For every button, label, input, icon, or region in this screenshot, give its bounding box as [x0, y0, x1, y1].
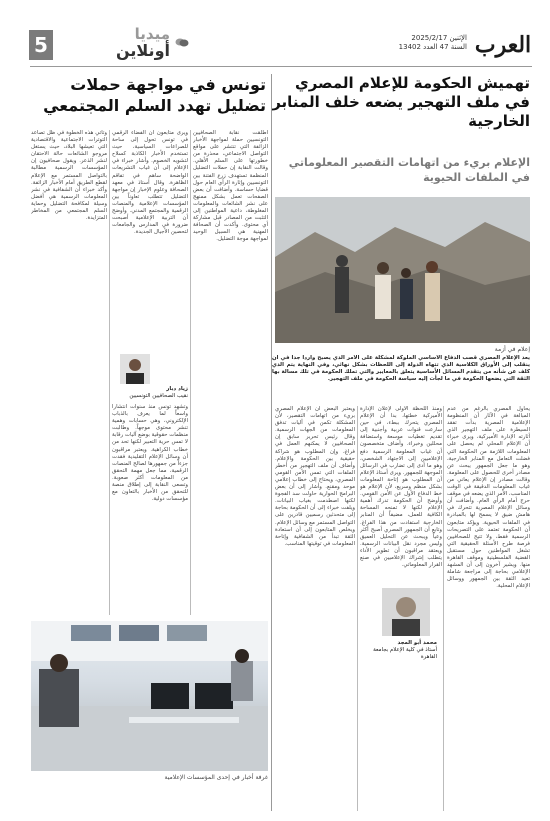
- left-column-4: وتأتي هذه الخطوة في ظل تصاعد التوترات الاجتماعية والاقتصادية التي تعيشها البلاد، حيث يستغل مروجو الشائعات حالة الاحتقان لنشر الذعر. ويقول صحافيون إن المؤسسات الرسمية مطالبة بالتواصل المستمر مع الإعلام لقطع الطريق أمام الأخبار الزائفة. وأكد خبراء أن الشفافية في نشر المعلومات الرسمية هي أفضل وسيلة لمكافحة التضليل وحماية السلم المجتمعي من المخاطر المتزايدة.: [31, 130, 107, 222]
- masthead-logo: العرب: [474, 32, 532, 58]
- right-photo-caption: إعلام في أزمة: [494, 346, 530, 353]
- issue-number: السنة 47 العدد 13402: [398, 43, 467, 51]
- speech-bubble-icon: [175, 38, 189, 48]
- column-rule: [357, 406, 358, 811]
- left-photo-caption: غرفة أخبار في إحدى المؤسسات الإعلامية: [164, 774, 268, 781]
- section-title-line2: أونلاين: [116, 41, 170, 60]
- right-byline-name: محمد أبو المجد: [397, 640, 437, 646]
- section-title-line1: ميديا: [134, 25, 170, 43]
- union-head-portrait: [120, 354, 150, 384]
- right-article-subheadline: الإعلام بريء من اتهامات التقصير المعلوماتي في الملفات الحيوية: [288, 156, 530, 184]
- right-article-headline: تهميش الحكومة للإعلام المصري في ملف التهجير يضعه خلف المنابر الخارجية: [272, 74, 530, 130]
- newsroom-photo: [31, 621, 268, 771]
- protest-photo: [275, 197, 530, 343]
- article-divider: [271, 74, 272, 811]
- columnist-portrait: [382, 588, 430, 636]
- right-byline-role: أستاذ في كلية الإعلام بجامعة القاهرة: [373, 647, 437, 660]
- right-column-1: يحاول المصري بالرغم من عدم المبالغة في الآثار أن المنظومة الإعلامية المصرية بدأت تفقد السيطرة على ملف التهجير الذي أثارته الإدارة الأميركية، ويرى خبراء أن الإعلام المحلي لم يحصل على المعلومات اللازمة من الحكومة التي فضلت التعامل مع المنابر الخارجية، وهو ما جعل الجمهور يبحث عن مصادر أخرى للحصول على المعلومة. وقالت مصادر إن الإعلام يعاني من غياب المعلومات الدقيقة في الوقت المناسب، الأمر الذي يضعه في موقف حرج أمام الرأي العام. وأضافت أن وسائل الإعلام المصرية تتحرك في هامش ضيق لا يسمح لها بالمبادرة في الملفات الحيوية. ويؤكد متابعون أن الحكومة تعتمد على التصريحات الرسمية فقط، ولا تتيح للصحافيين فرصة طرح الأسئلة الحقيقية التي تشغل المواطنين حول مستقبل القضية الفلسطينية وموقف القاهرة منها. ويشير آخرون إلى أن المشهد الإعلامي بحاجة إلى مراجعة شاملة تعيد الثقة بين الجمهور ووسائل الإعلام المحلية.: [447, 406, 530, 590]
- right-column-3: ويعتبر البعض أن الإعلام المصري بريء من اتهامات التقصير، لأن المشكلة تكمن في آليات تدفق المعلومات من الجهات الرسمية. وقال رئيس تحرير سابق إن الصحافيين لا يمكنهم العمل في فراغ، وإن المطلوب هو شراكة حقيقية بين الحكومة والإعلام. وأضاف أن ملف التهجير من أخطر الملفات التي تمس الأمن القومي المصري، ويحتاج إلى خطاب إعلامي موحد ومقنع. وأشار إلى أن بعض البرامج الحوارية حاولت سد الفجوة لكنها اصطدمت بغياب البيانات. ويلفت خبراء إلى أن الحكومة بحاجة إلى متحدثين رسميين قادرين على التواصل المستمر مع وسائل الإعلام. ويخلص المتابعون إلى أن استعادة الثقة تبدأ من الشفافية وإتاحة المعلومات في توقيتها المناسب.: [275, 406, 355, 547]
- header-rule: [30, 66, 532, 67]
- left-column-2: ويرى متابعون أن الفضاء الرقمي في تونس تحول إلى ساحة للصراعات السياسية، حيث تستخدم الأخبار الكاذبة كسلاح لتشويه الخصوم. وأشار خبراء في الإعلام إلى أن غياب التشريعات الواضحة ساهم في تفاقم الظاهرة. وقال أستاذ في معهد الصحافة وعلوم الإخبار إن مواجهة التضليل تتطلب تعاوناً بين المؤسسات الإعلامية والمنصات الرقمية والمجتمع المدني. وأوضح أن التربية الإعلامية أصبحت ضرورة في المدارس والجامعات لتحصين الأجيال الجديدة.: [112, 130, 188, 236]
- section-title: [60, 26, 170, 60]
- newsroom-scene: [31, 621, 268, 771]
- issue-date: الإثنين 2025/2/17: [411, 34, 467, 42]
- rubble-scene: [275, 197, 530, 343]
- column-rule: [443, 406, 444, 811]
- column-rule: [109, 130, 110, 615]
- right-article-lead: يعد الإعلام المصري قصب الدفاع الأساسي الملوكة لمشكلة على الأمر الذي يصبح وارداً جداً في أن ينقلب إلى الأوراق الكلاسية الذي تتهاه الدولة إلى اللحظات بشكل نهائي، وفي النهاية يتم الذي كلف عن شأنه من يتقدم المسائل الأساسية يتعلق بالمعايير والتي تملك الحكومة في تلك مسالة بها الثقة التي يضعها الحكومة في ما لجأت إليه سياسة الحكومة في ملف التهجير.: [272, 355, 530, 383]
- left-column-1: أطلقت نقابة الصحافيين التونسيين حملة لمواجهة الأخبار الزائفة التي تنتشر على مواقع التواصل الاجتماعي، محذرة من خطورتها على السلم الأهلي. وقالت النقابة إن حملات التضليل المنظمة تستهدف زرع الفتنة بين التونسيين وإثارة الرأي العام حول قضايا حساسة. وأضافت أن بعض الصفحات تعمل بشكل ممنهج على نشر الشائعات والمعلومات المغلوطة، داعية المواطنين إلى التثبت من المصادر قبل مشاركة أي محتوى. وأكدت أن الصحافة المهنية هي السبيل الوحيد لمواجهة موجة التضليل.: [193, 130, 268, 243]
- page-number: 5: [29, 30, 53, 60]
- left-byline: [112, 386, 188, 400]
- right-byline: [365, 640, 437, 661]
- right-column-2: ومنذ اللحظة الأولى لإعلان الإدارة الأميركية خطتها، بدا أن الإعلام المصري يتحرك ببطء، في حين سارعت قنوات عربية وأجنبية إلى تقديم تغطيات موسعة واستضافة محللين وخبراء. وأضاف متخصصون أن غياب المعلومة الرسمية دفع الإعلاميين إلى الاجتهاد الشخصي، وهو ما أدى إلى تضارب في الرسائل الموجهة للجمهور. ويرى أستاذ الإعلام أن المطلوب هو إتاحة المعلومات بشكل منظم وسريع، لأن الإعلام هو خط الدفاع الأول عن الأمن القومي. وأوضح أن الحكومة تدرك أهمية الإعلام لكنها لا تمنحه المساحة الكافية للعمل، مضيفاً أن المنابر الخارجية استفادت من هذا الفراغ. وتابع أن الجمهور المصري أصبح أكثر وعياً ويبحث عن التحليل العميق وليس مجرد نقل البيانات الرسمية. ويعتقد مراقبون أن تطوير الأداء يتطلب إشراك الإعلاميين في صنع القرار المعلوماتي.: [360, 406, 442, 569]
- person-silhouette-icon: [120, 354, 150, 384]
- left-byline-role: نقيب الصحافيين التونسيين: [129, 393, 188, 399]
- left-byline-name: زياد دبار: [166, 386, 188, 392]
- dateline: [363, 34, 467, 52]
- left-article-headline: تونس في مواجهة حملات تضليل تهدد السلم المجتمعي: [43, 75, 266, 115]
- person-silhouette-icon: [382, 588, 430, 636]
- column-rule: [190, 130, 191, 615]
- left-column-3: وتشهد تونس منذ سنوات انتشاراً واسعاً لما يعرف بالذباب الإلكتروني، وهي حسابات وهمية تنشر محتوى موجهاً. وطالبت منظمات حقوقية بوضع آليات رقابة لا تمس حرية التعبير لكنها تحد من خطاب الكراهية. ويعتبر مراقبون أن وسائل الإعلام التقليدية فقدت جزءاً من جمهورها لصالح المنصات الرقمية، مما جعل مهمة التحقق من المعلومات أكثر صعوبة. وتسعى النقابة إلى إطلاق منصة للتحقق من الأخبار بالتعاون مع مؤسسات دولية.: [112, 404, 188, 503]
